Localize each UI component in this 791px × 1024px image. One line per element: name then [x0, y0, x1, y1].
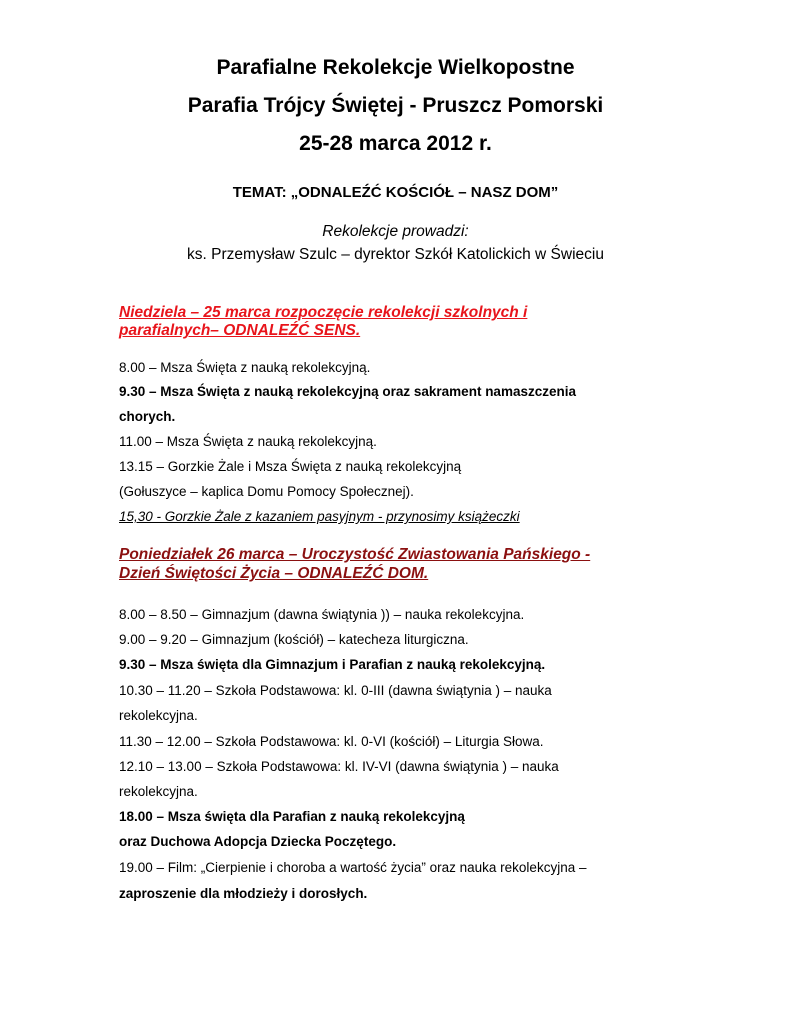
sunday-heading-line-2: parafialnych– ODNALEŹĆ SENS.	[119, 322, 361, 339]
monday-line-9: 18.00 – Msza święta dla Parafian z nauką rekolekcyjną	[119, 809, 465, 824]
monday-line-4: 10.30 – 11.20 – Szkoła Podstawowa: kl. 0-III (dawna świątynia ) – nauka	[119, 683, 552, 698]
sunday-line-3: chorych.	[119, 409, 176, 424]
sunday-line-6: (Gołuszyce – kaplica Domu Pomocy Społecznej).	[119, 484, 414, 499]
lead-name: ks. Przemysław Szulc – dyrektor Szkół Katolickich w Świeciu	[187, 246, 604, 263]
title-line-1: Parafialne Rekolekcje Wielkopostne	[216, 56, 575, 79]
title-line-3: 25-28 marca 2012 r.	[299, 132, 492, 155]
monday-line-8: rekolekcyjna.	[119, 784, 198, 799]
monday-heading-line-2: Dzień Świętości Życia – ODNALEŹĆ DOM.	[119, 565, 429, 582]
monday-line-11: 19.00 – Film: „Cierpienie i choroba a wartość życia” oraz nauka rekolekcyjna –	[119, 860, 587, 875]
monday-heading-line-1: Poniedziałek 26 marca – Uroczystość Zwiastowania Pańskiego -	[119, 546, 591, 563]
monday-line-5: rekolekcyjna.	[119, 708, 198, 723]
monday-line-1: 8.00 – 8.50 – Gimnazjum (dawna świątynia )) – nauka rekolekcyjna.	[119, 607, 525, 622]
sunday-line-1: 8.00 – Msza Święta z nauką rekolekcyjną.	[119, 360, 371, 375]
monday-line-7: 12.10 – 13.00 – Szkoła Podstawowa: kl. IV-VI (dawna świątynia ) – nauka	[119, 759, 559, 774]
sunday-line-7: 15,30 - Gorzkie Żale z kazaniem pasyjnym - przynosimy książeczki	[119, 509, 520, 524]
monday-line-6: 11.30 – 12.00 – Szkoła Podstawowa: kl. 0-VI (kościół) – Liturgia Słowa.	[119, 734, 544, 749]
sunday-line-2: 9.30 – Msza Święta z nauką rekolekcyjną oraz sakrament namaszczenia	[119, 384, 576, 399]
sunday-line-4: 11.00 – Msza Święta z nauką rekolekcyjną.	[119, 434, 377, 449]
monday-line-2: 9.00 – 9.20 – Gimnazjum (kościół) – katecheza liturgiczna.	[119, 632, 469, 647]
title-line-2: Parafia Trójcy Świętej - Pruszcz Pomorski	[187, 94, 604, 117]
monday-line-3: 9.30 – Msza święta dla Gimnazjum i Parafian z nauką rekolekcyjną.	[119, 657, 546, 672]
sunday-heading-line-1: Niedziela – 25 marca rozpoczęcie rekolekcji szkolnych i	[119, 304, 528, 321]
theme-line: TEMAT: „ODNALEŹĆ KOŚCIÓŁ – NASZ DOM”	[232, 184, 559, 201]
monday-line-12: zaproszenie dla młodzieży i dorosłych.	[119, 886, 368, 901]
monday-line-10: oraz Duchowa Adopcja Dziecka Poczętego.	[119, 834, 397, 849]
sunday-line-5: 13.15 – Gorzkie Żale i Msza Święta z nauką rekolekcyjną	[119, 459, 462, 474]
lead-label: Rekolekcje prowadzi:	[322, 223, 469, 240]
